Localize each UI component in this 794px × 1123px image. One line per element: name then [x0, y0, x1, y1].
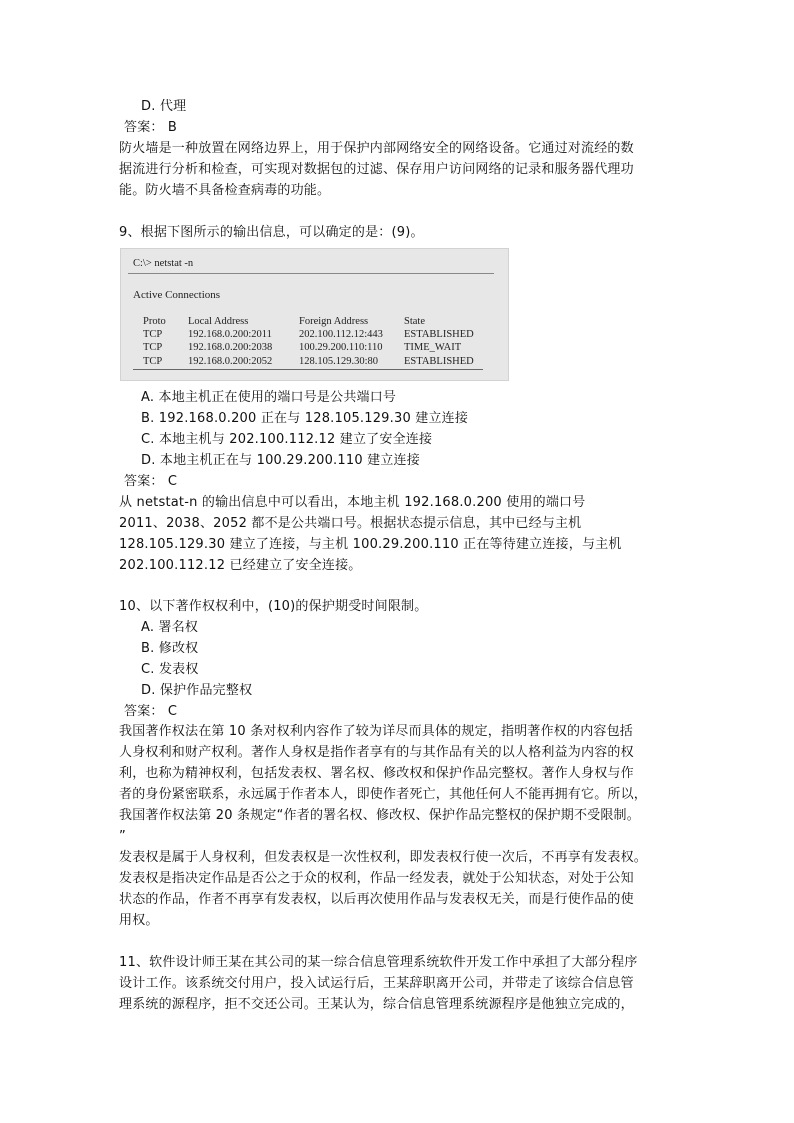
q10-option-d: D. 保护作品完整权 [141, 683, 253, 698]
q10-option-c: C. 发表权 [141, 662, 199, 677]
row-local: 192.168.0.200:2038 [188, 342, 273, 353]
q10-explanation-line: 人身权利和财产权利。著作人身权是指作者享有的与其作品有关的以人格利益为内容的权 [119, 745, 634, 760]
q9-explanation-line: 从 netstat-n 的输出信息中可以看出，本地主机 192.168.0.200 使用的端口号 [119, 495, 586, 510]
col-header-local: Local Address [188, 316, 249, 327]
q10-explanation-line: 我国著作权法第 20 条规定“作者的署名权、修改权、保护作品完整权的保护期不受限制。 [119, 808, 640, 823]
row-state: ESTABLISHED [404, 329, 474, 340]
row-proto: TCP [143, 356, 163, 367]
netstat-output-image [120, 248, 509, 381]
q10-explanation-line: ” [119, 829, 126, 844]
row-state: ESTABLISHED [404, 356, 474, 367]
col-header-state: State [404, 316, 425, 327]
q10-question: 10、以下著作权权利中，(10)的保护期受时间限制。 [119, 599, 428, 614]
row-proto: TCP [143, 342, 163, 353]
row-local: 192.168.0.200:2052 [188, 356, 273, 367]
q11-line: 11、软件设计师王某在其公司的某一综合信息管理系统软件开发工作中承担了大部分程序 [119, 955, 638, 970]
row-proto: TCP [143, 329, 163, 340]
q8-answer: 答案： B [124, 120, 178, 135]
q9-explanation-line: 2011、2038、2052 都不是公共端口号。根据状态提示信息，其中已经与主机 [119, 516, 582, 531]
row-local: 192.168.0.200:2011 [188, 329, 272, 340]
q10-option-b: B. 修改权 [141, 641, 199, 656]
q8-explanation-line: 能。防火墙不具备检查病毒的功能。 [119, 183, 331, 198]
q10-option-a: A. 署名权 [141, 620, 199, 635]
row-foreign: 128.105.129.30:80 [299, 356, 379, 367]
netstat-command: C:\> netstat -n [133, 258, 194, 269]
row-foreign: 100.29.200.110:110 [299, 342, 383, 353]
q8-explanation-line: 据流进行分析和检查，可实现对数据包的过滤、保存用户访问网络的记录和服务器代理功 [119, 162, 634, 177]
q10-explanation-line: 发表权是指决定作品是否公之于众的权利，作品一经发表，就处于公知状态，对处于公知 [119, 871, 634, 886]
q10-explanation-line: 用权。 [119, 913, 159, 928]
q10-explanation-line: 利，也称为精神权利，包括发表权、署名权、修改权和保护作品完整权。著作人身权与作 [119, 766, 634, 781]
q9-question: 9、根据下图所示的输出信息，可以确定的是：(9)。 [119, 225, 424, 240]
figure-underline [133, 369, 483, 370]
q9-option-a: A. 本地主机正在使用的端口号是公共端口号 [141, 390, 397, 405]
q9-option-d: D. 本地主机正在与 100.29.200.110 建立连接 [141, 453, 420, 468]
col-header-proto: Proto [143, 316, 166, 327]
q8-option-d: D. 代理 [141, 99, 187, 114]
q8-explanation-line: 防火墙是一种放置在网络边界上，用于保护内部网络安全的网络设备。它通过对流经的数 [119, 141, 634, 156]
q11-line: 理系统的源程序，拒不交还公司。王某认为，综合信息管理系统源程序是他独立完成的， [119, 997, 634, 1012]
row-foreign: 202.100.112.12:443 [299, 329, 383, 340]
q10-explanation-line: 发表权是属于人身权利，但发表权是一次性权利，即发表权行使一次后，不再享有发表权。 [119, 850, 648, 865]
q10-answer: 答案： C [124, 704, 178, 719]
q10-explanation-line: 者的身份紧密联系，永远属于作者本人，即使作者死亡，其他任何人不能再拥有它。所以， [119, 787, 648, 802]
q11-line: 设计工作。该系统交付用户，投入试运行后，王某辞职离开公司，并带走了该综合信息管 [119, 976, 634, 991]
col-header-foreign: Foreign Address [299, 316, 369, 327]
q9-explanation-line: 202.100.112.12 已经建立了安全连接。 [119, 558, 362, 573]
q9-option-c: C. 本地主机与 202.100.112.12 建立了安全连接 [141, 432, 433, 447]
q10-explanation-line: 状态的作品，作者不再享有发表权，以后再次使用作品与发表权无关，而是行使作品的使 [119, 892, 634, 907]
q9-answer: 答案： C [124, 474, 178, 489]
q9-explanation-line: 128.105.129.30 建立了连接，与主机 100.29.200.110 正在等待建立连接，与主机 [119, 537, 622, 552]
q9-option-b: B. 192.168.0.200 正在与 128.105.129.30 建立连接 [141, 411, 469, 426]
connections-title: Active Connections [133, 289, 221, 301]
q10-explanation-line: 我国著作权法在第 10 条对权利内容作了较为详尽而具体的规定，指明著作权的内容包括 [119, 724, 634, 739]
row-state: TIME_WAIT [404, 342, 462, 353]
